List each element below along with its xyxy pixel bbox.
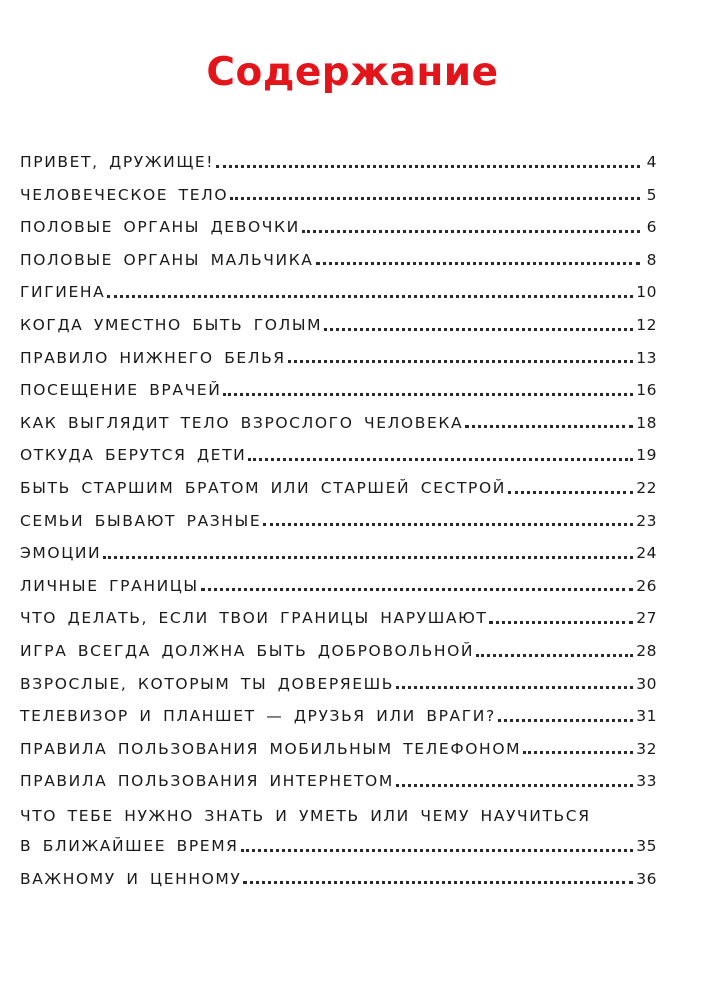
toc-page-number: 19 <box>636 446 657 465</box>
toc-entry <box>20 338 657 371</box>
dot-leader <box>263 523 633 526</box>
toc-entry-title: ПОЛОВЫЕ ОРГАНЫ ДЕВОЧКИ <box>20 218 300 237</box>
toc-page-number: 31 <box>636 707 657 726</box>
toc-page-number: 6 <box>646 218 657 237</box>
toc-entry <box>20 468 657 501</box>
toc-page-number: 23 <box>636 511 657 530</box>
toc-entry-title: БЫТЬ СТАРШИМ БРАТОМ ИЛИ СТАРШЕЙ СЕСТРОЙ <box>20 479 506 498</box>
dot-leader <box>476 654 633 657</box>
dot-leader <box>248 458 633 461</box>
toc-entry-title: СЕМЬИ БЫВАЮТ РАЗНЫЕ <box>20 511 262 530</box>
dot-leader <box>316 262 641 265</box>
toc-entry <box>20 761 657 794</box>
toc-entry <box>20 729 657 762</box>
toc-entry <box>20 664 657 697</box>
toc-entry <box>20 370 657 403</box>
dot-leader <box>103 556 633 559</box>
toc-entry-title: ПОЛОВЫЕ ОРГАНЫ МАЛЬЧИКА <box>20 250 314 269</box>
toc-page-number: 12 <box>636 316 657 335</box>
dot-leader <box>498 719 633 722</box>
dot-leader <box>107 295 633 298</box>
dot-leader <box>241 849 634 852</box>
toc-entry <box>20 175 657 208</box>
toc-entry-title: ЛИЧНЫЕ ГРАНИЦЫ <box>20 576 199 595</box>
toc-page-number: 32 <box>636 739 657 758</box>
toc-page-number: 24 <box>636 544 657 563</box>
toc-page-number: 22 <box>636 479 657 498</box>
toc-entry-title: ТЕЛЕВИЗОР И ПЛАНШЕТ — ДРУЗЬЯ ИЛИ ВРАГИ? <box>20 707 496 726</box>
toc-page-number: 13 <box>636 348 657 367</box>
dot-leader <box>523 751 633 754</box>
toc-page-number: 8 <box>646 250 657 269</box>
toc-page-number: 4 <box>646 153 657 172</box>
toc-page-number: 33 <box>636 772 657 791</box>
dot-leader <box>201 588 634 591</box>
toc-entry <box>20 631 657 664</box>
dot-leader <box>396 686 633 689</box>
toc-entry <box>20 305 657 338</box>
toc-entry <box>20 859 657 892</box>
dot-leader <box>465 425 633 428</box>
toc-page-number: 10 <box>636 283 657 302</box>
toc-entry-title-line1: ЧТО ТЕБЕ НУЖНО ЗНАТЬ И УМЕТЬ ИЛИ ЧЕМУ НАУЧИТЬСЯ <box>20 806 591 825</box>
toc-page-number: 36 <box>636 869 657 888</box>
toc-entry <box>20 501 657 534</box>
dot-leader <box>288 360 634 363</box>
dot-leader <box>324 328 633 331</box>
toc-page-number: 18 <box>636 413 657 432</box>
toc-entry-title: ИГРА ВСЕГДА ДОЛЖНА БЫТЬ ДОБРОВОЛЬНОЙ <box>20 642 475 660</box>
toc-entry-title: ПРАВИЛА ПОЛЬЗОВАНИЯ ИНТЕРНЕТОМ <box>20 772 394 791</box>
toc-entry-title: ЧТО ДЕЛАТЬ, ЕСЛИ ТВОИ ГРАНИЦЫ НАРУШАЮТ <box>20 609 488 628</box>
toc-entry-title: ГИГИЕНА <box>20 283 106 302</box>
toc-entry-title-line2: В БЛИЖАЙШЕЕ ВРЕМЯ <box>20 837 239 856</box>
toc-entry-title: ОТКУДА БЕРУТСЯ ДЕТИ <box>20 446 247 465</box>
toc-entry-title: ПОСЕЩЕНИЕ ВРАЧЕЙ <box>20 381 222 400</box>
dot-leader <box>302 230 640 233</box>
toc-entry <box>20 207 657 240</box>
toc-entry <box>20 435 657 468</box>
toc-page-number: 16 <box>636 381 657 400</box>
dot-leader <box>489 621 633 624</box>
toc-entry <box>20 598 657 631</box>
toc-page-number: 35 <box>636 837 657 856</box>
dot-leader <box>243 881 633 884</box>
toc-entry-title: ПРИВЕТ, ДРУЖИЩЕ! <box>20 153 215 172</box>
toc-entry-title: ВАЖНОМУ И ЦЕННОМУ <box>20 869 242 888</box>
toc-entry-title: КАК ВЫГЛЯДИТ ТЕЛО ВЗРОСЛОГО ЧЕЛОВЕКА <box>20 413 464 432</box>
dot-leader <box>223 393 633 396</box>
toc-entry <box>20 403 657 436</box>
toc-entry <box>20 240 657 273</box>
dot-leader <box>216 165 640 168</box>
toc-page-number: 27 <box>636 609 657 628</box>
toc-entry-title: ЭМОЦИИ <box>20 544 102 563</box>
toc-entry <box>20 794 657 859</box>
toc-entry-title: ЧЕЛОВЕЧЕСКОЕ ТЕЛО <box>20 185 229 204</box>
toc-entry-title: ВЗРОСЛЫЕ, КОТОРЫМ ТЫ ДОВЕРЯЕШЬ <box>20 674 395 693</box>
toc-entry-title: КОГДА УМЕСТНО БЫТЬ ГОЛЫМ <box>20 316 323 335</box>
toc-page-number: 26 <box>636 576 657 595</box>
toc-entry <box>20 272 657 305</box>
toc-entry <box>20 696 657 729</box>
toc-page-number: 5 <box>646 185 657 204</box>
table-of-contents <box>20 142 657 891</box>
toc-entry <box>20 533 657 566</box>
toc-entry-title: ПРАВИЛА ПОЛЬЗОВАНИЯ МОБИЛЬНЫМ ТЕЛЕФОНОМ <box>20 739 522 758</box>
page-title: Содержание <box>206 50 499 95</box>
toc-entry <box>20 566 657 599</box>
dot-leader <box>508 491 633 494</box>
toc-page-number: 28 <box>636 642 657 660</box>
toc-entry-title: ПРАВИЛО НИЖНЕГО БЕЛЬЯ <box>20 348 286 367</box>
dot-leader <box>230 197 640 200</box>
toc-entry <box>20 142 657 175</box>
toc-page-number: 30 <box>636 674 657 693</box>
dot-leader <box>396 784 633 787</box>
